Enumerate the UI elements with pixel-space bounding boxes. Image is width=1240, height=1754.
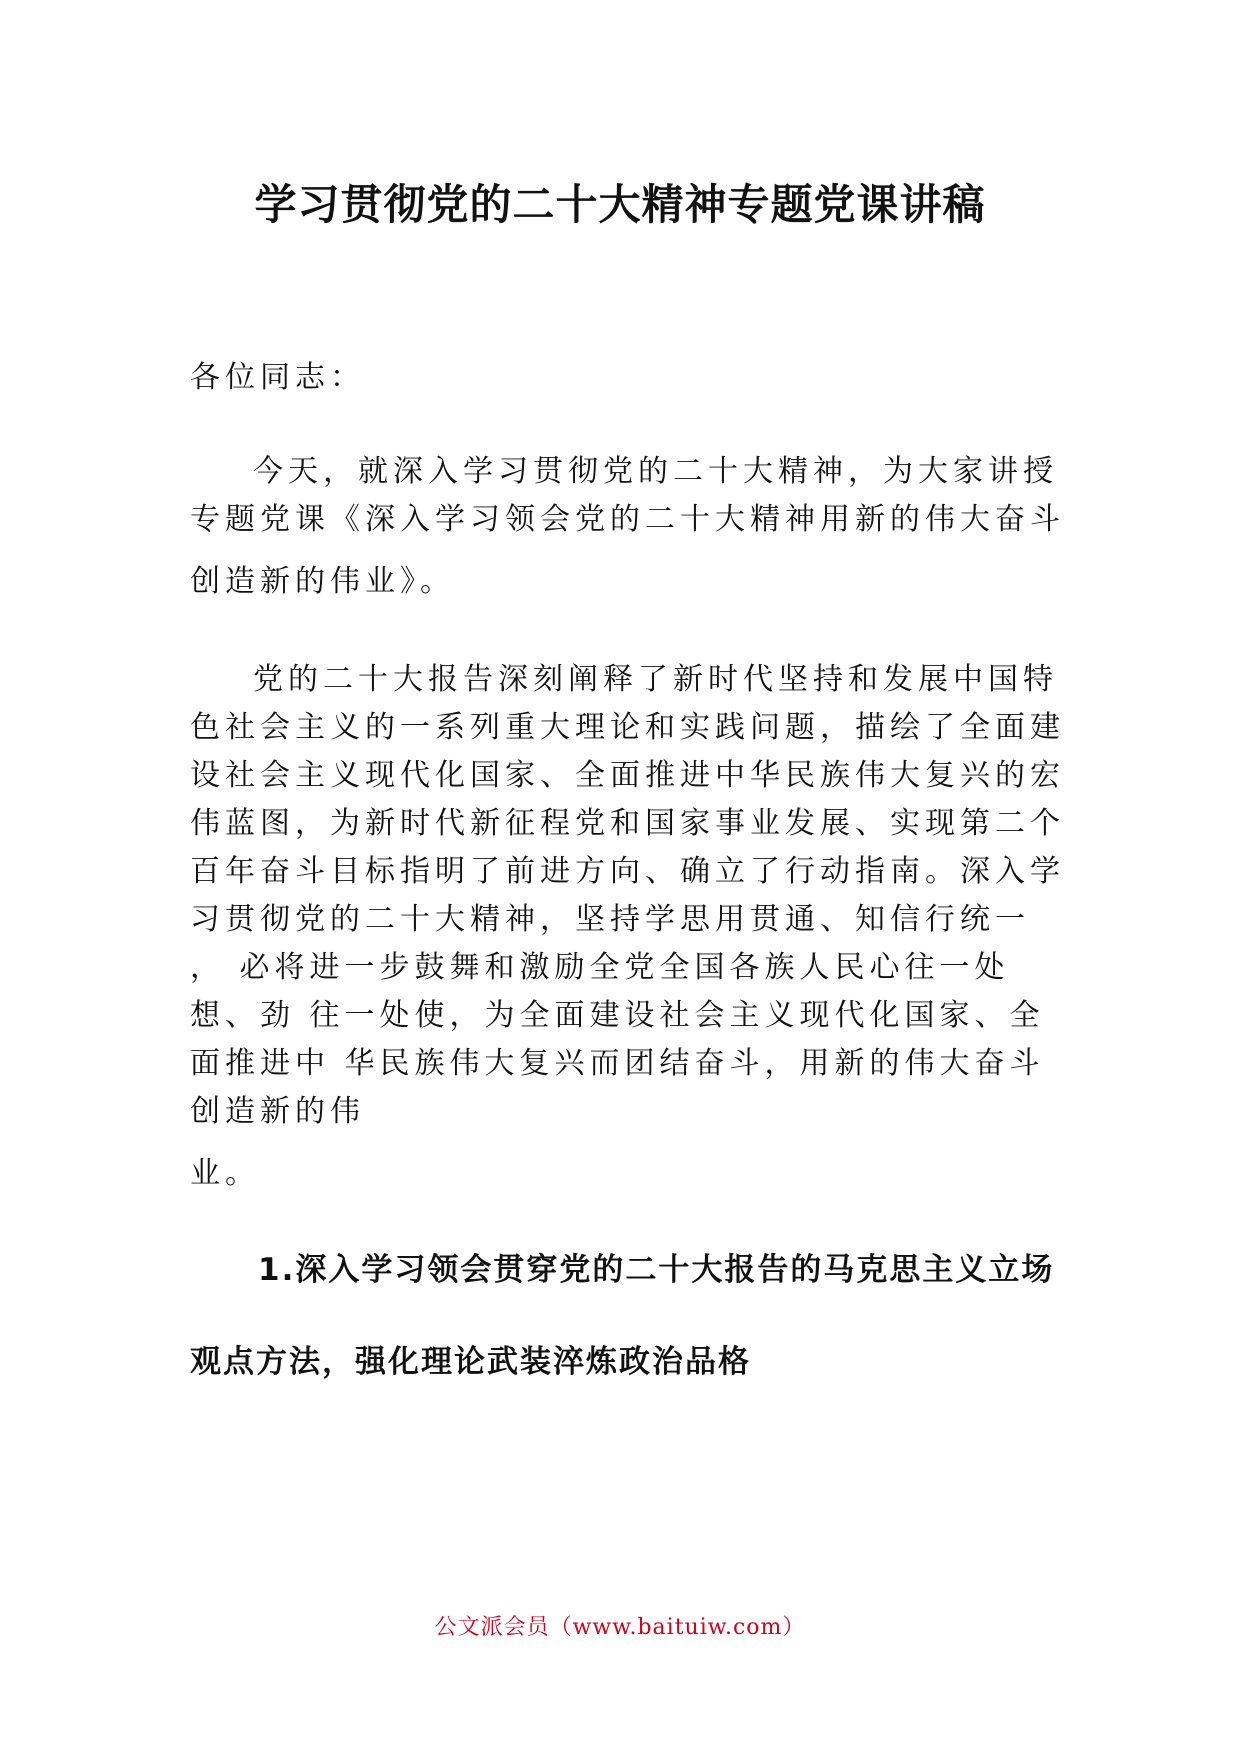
paragraph-line: 今天，就深入学习贯彻党的二十大精神，为大家讲授 (253, 454, 1058, 489)
paragraph-line: 创造新的伟 (190, 1094, 365, 1129)
paragraph-line: 专题党课《深入学习领会党的二十大精神用新的伟大奋斗 (190, 502, 1065, 537)
paragraph-line: 创造新的伟业》。 (190, 564, 455, 599)
paragraph-line: 伟蓝图，为新时代新征程党和国家事业发展、实现第二个 (190, 806, 1065, 841)
paragraph-line: 百年奋斗目标指明了前进方向、确立了行动指南。深入学 (190, 854, 1065, 889)
paragraph-line: 设社会主义现代化国家、全面推进中华民族伟大复兴的宏 (190, 758, 1065, 793)
salutation: 各位同志： (190, 360, 365, 395)
section-heading-line: 1.深入学习领会贯穿党的二十大报告的马克思主义立场 (258, 1252, 1055, 1288)
paragraph-line: 党的二十大报告深刻阐释了新时代坚持和发展中国特 (253, 662, 1058, 697)
paragraph-line: ， 必将进一步鼓舞和激励全党全国各族人民心往一处 (190, 950, 1010, 985)
document-title: 学习贯彻党的二十大精神专题党课讲稿 (254, 180, 986, 229)
section-heading-line: 观点方法，强化理论武装淬炼政治品格 (190, 1344, 751, 1380)
footer-watermark: 公文派会员（www.baituiw.com） (434, 1615, 806, 1640)
paragraph-line: 色社会主义的一系列重大理论和实践问题，描绘了全面建 (190, 710, 1065, 745)
paragraph-line: 面推进中 华民族伟大复兴而团结奋斗，用新的伟大奋斗 (190, 1046, 1045, 1081)
paragraph-line: 想、劲 往一处使，为全面建设社会主义现代化国家、全 (190, 998, 1045, 1033)
paragraph-line: 业。 (190, 1156, 260, 1191)
paragraph-line: 习贯彻党的二十大精神，坚持学思用贯通、知信行统一 (190, 902, 1030, 937)
